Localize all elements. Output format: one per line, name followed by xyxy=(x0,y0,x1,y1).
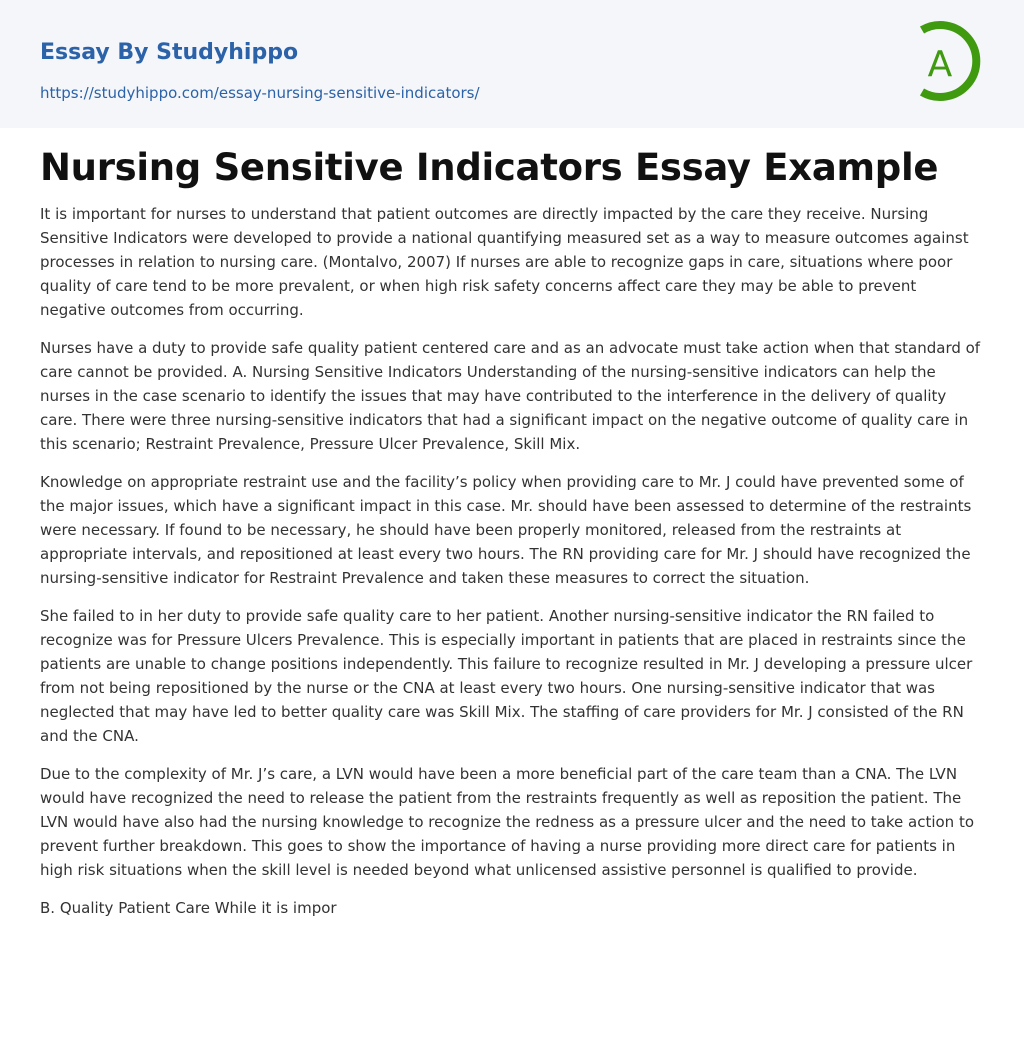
essay-paragraph: It is important for nurses to understand that patient outcomes are directly impacted by the care they receive. Nursing Sensitive Indicators were developed to provide a national quantifying measured set as a way to measure outcomes against processes in relation to nursing care. (Montalvo, 2007) If nurses are able to recognize gaps in care, situations where poor quality of care tend to be more prevalent, or when high risk safety concerns affect care they may be able to prevent negative outcomes from occurring. xyxy=(40,205,969,319)
essay-paragraph: B. Quality Patient Care While it is impor xyxy=(40,899,337,917)
essay-paragraph: She failed to in her duty to provide safe quality care to her patient. Another nursing-sensitive indicator the RN failed to recognize was for Pressure Ulcers Prevalence. This is especially important in patients that are placed in restraints since the patients are unable to change positions independently. This failure to recognize resulted in Mr. J developing a pressure ulcer from not being repositioned by the nurse or the CNA at least every two hours. One nursing-sensitive indicator that was neglected that may have led to better quality care was Skill Mix. The staffing of care providers for Mr. J consisted of the RN and the CNA. xyxy=(40,607,973,745)
svg-text:A: A xyxy=(927,44,953,85)
page-title: Nursing Sensitive Indicators Essay Example xyxy=(40,146,939,189)
site-name-link[interactable]: Essay By Studyhippo xyxy=(40,40,299,65)
essay-paragraph: Due to the complexity of Mr. J’s care, a LVN would have been a more beneficial part of the care team than a CNA. The LVN would have recognized the need to release the patient from the restraints frequently as well as reposition the patient. The LVN would have also had the nursing knowledge to recognize the redness as a pressure ulcer and the need to take action to prevent further breakdown. This goes to show the importance of having a nurse providing more direct care for patients in high risk situations when the skill level is needed beyond what unlicensed assistive personnel is qualified to provide. xyxy=(40,765,975,879)
essay-paragraph: Nurses have a duty to provide safe quality patient centered care and as an advocate must take action when that standard of care cannot be provided. A. Nursing Sensitive Indicators Understanding of the nursing-sensitive indicators can help the nurses in the case scenario to identify the issues that may have contributed to the interference in the delivery of quality care. There were three nursing-sensitive indicators that had a significant impact on the negative outcome of quality care in this scenario; Restraint Prevalence, Pressure Ulcer Prevalence, Skill Mix. xyxy=(40,339,981,453)
studyhippo-logo-icon[interactable] xyxy=(912,18,984,104)
essay-paragraph: Knowledge on appropriate restraint use and the facility’s policy when providing care to Mr. J could have prevented some of the major issues, which have a significant impact in this case. Mr. should have been assessed to determine of the restraints were necessary. If found to be necessary, he should have been properly monitored, released from the restraints at appropriate intervals, and repositioned at least every two hours. The RN providing care for Mr. J should have recognized the nursing-sensitive indicator for Restraint Prevalence and taken these measures to correct the situation. xyxy=(40,473,972,587)
essay-body xyxy=(40,202,984,920)
essay-content xyxy=(0,140,1024,920)
site-header xyxy=(0,0,1024,128)
essay-url-link[interactable]: https://studyhippo.com/essay-nursing-sensitive-indicators/ xyxy=(40,84,480,102)
